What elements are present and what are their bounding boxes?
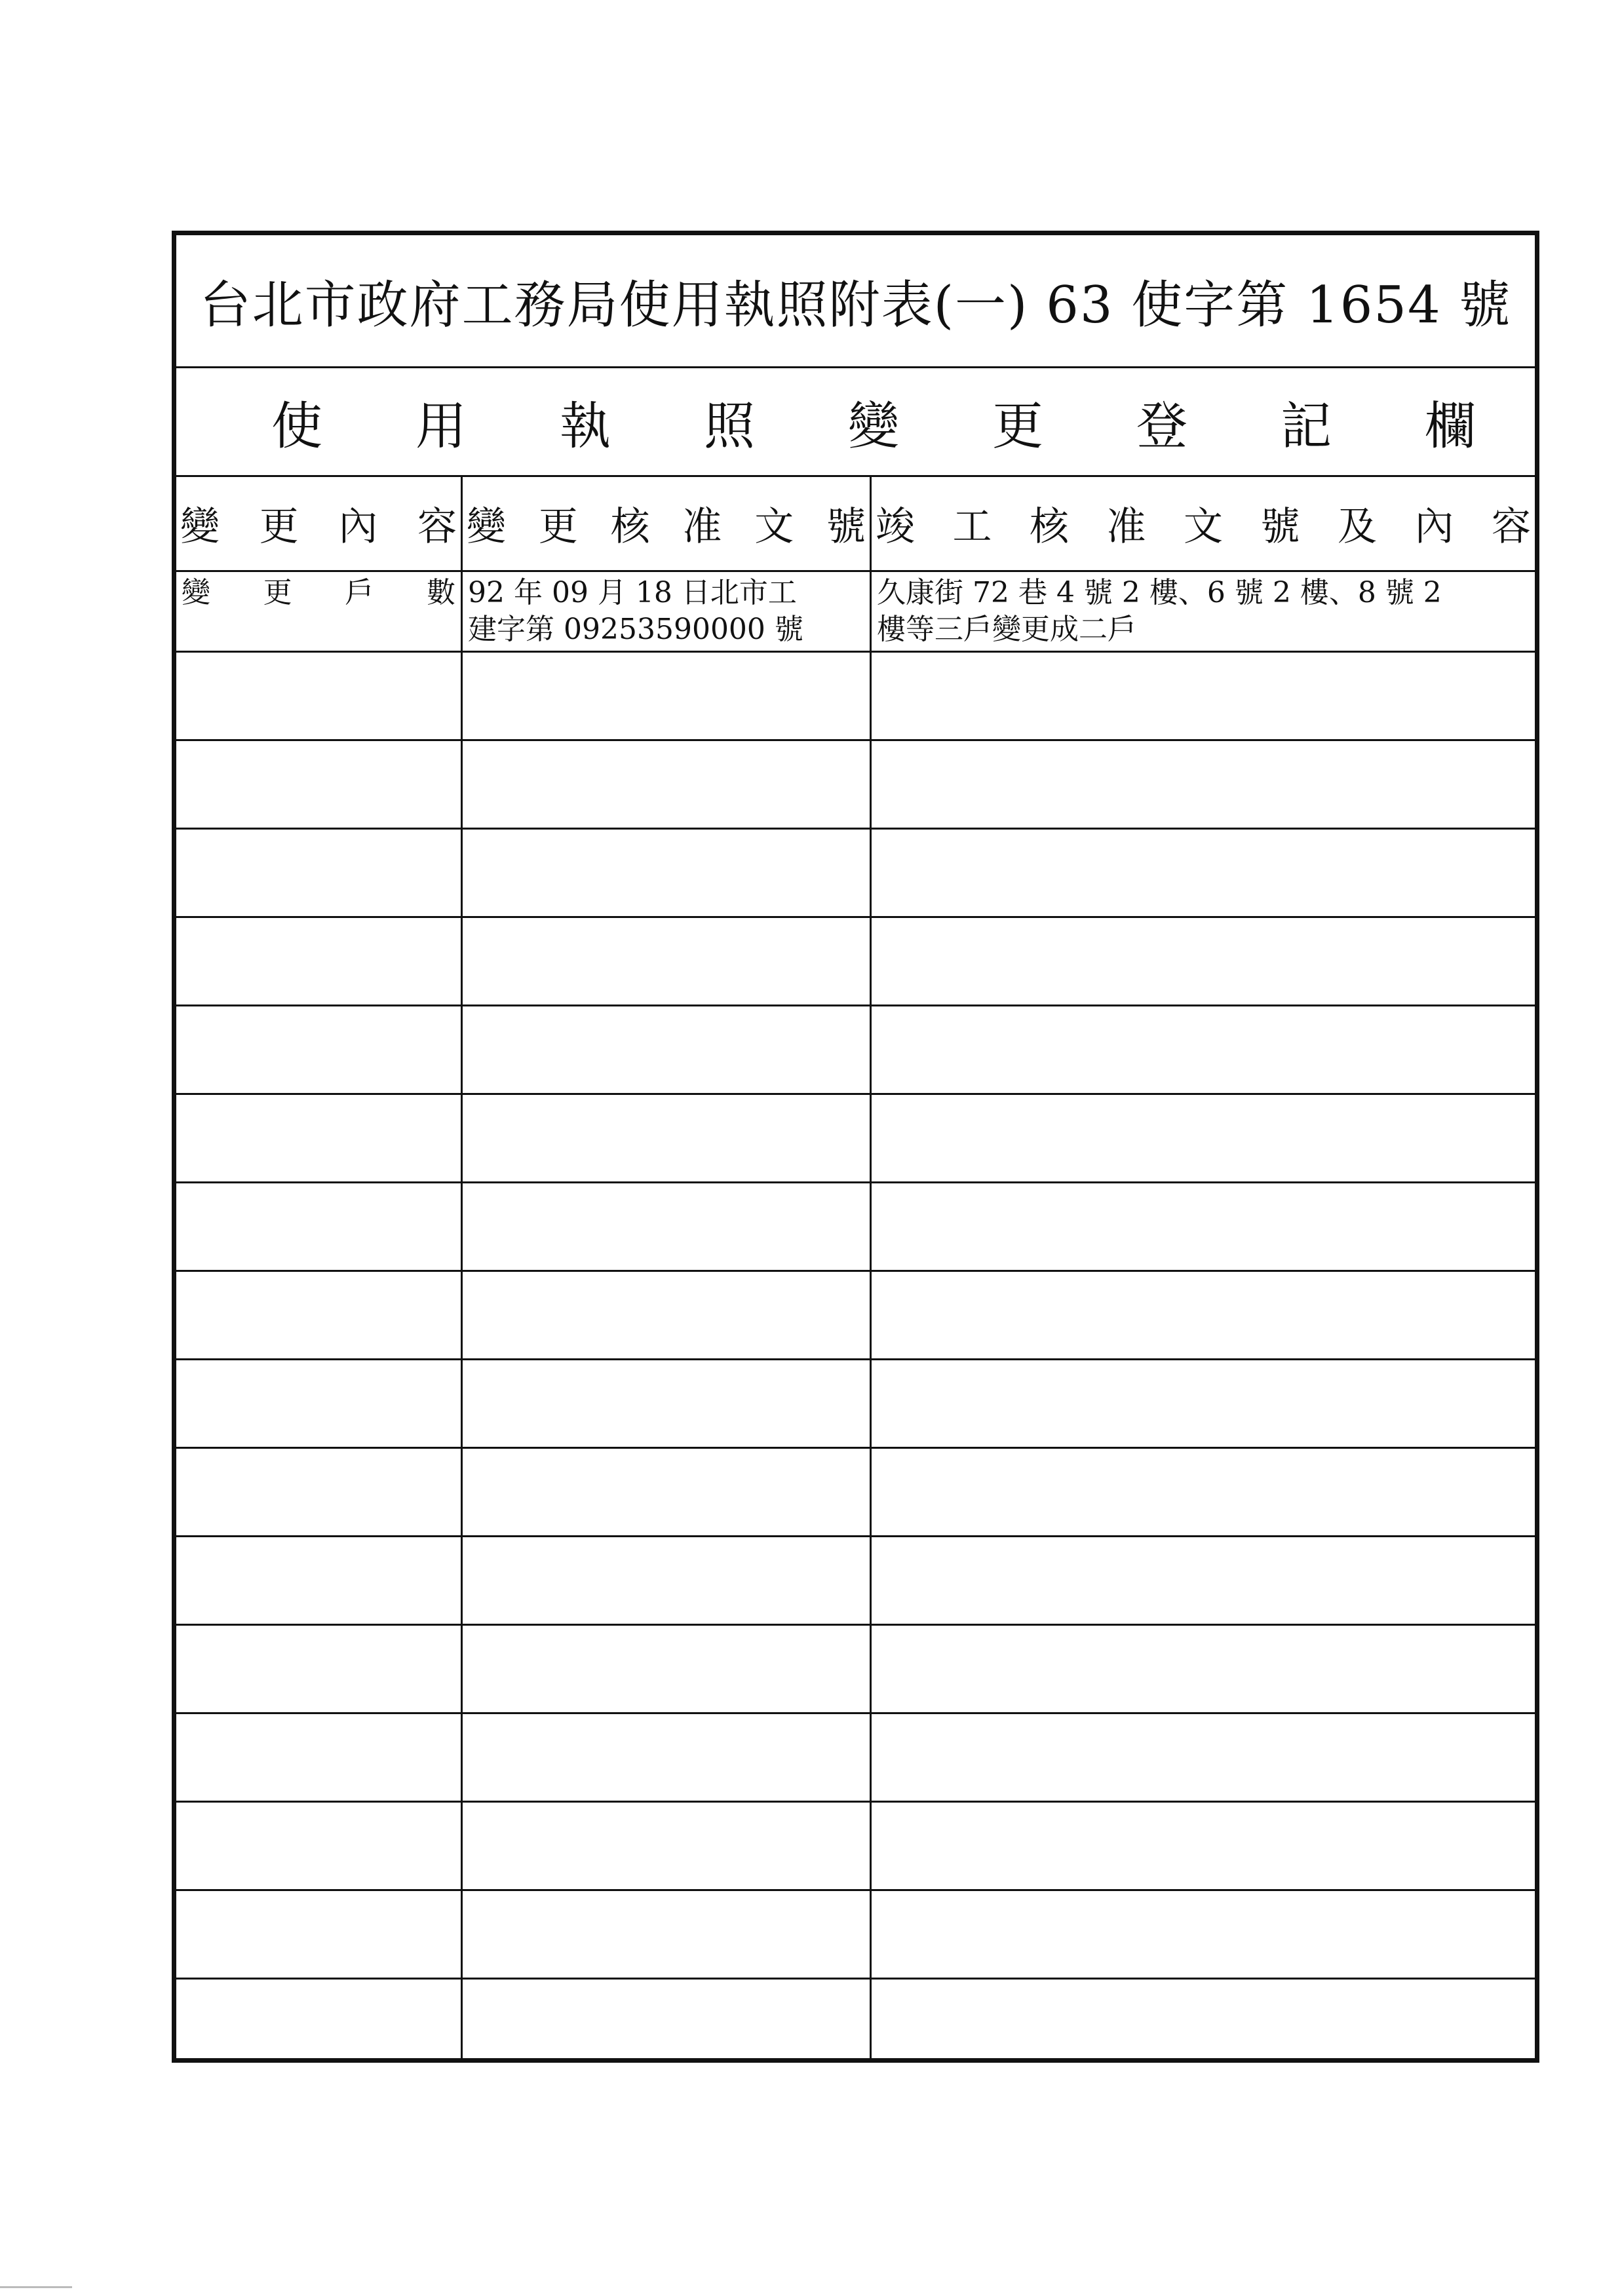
header-char: 工 bbox=[952, 504, 992, 550]
entry-char: 變 bbox=[182, 576, 210, 609]
row-divider bbox=[176, 916, 1535, 918]
row-divider bbox=[176, 828, 1535, 830]
header-char: 容 bbox=[1492, 504, 1531, 550]
entry-char: 更 bbox=[263, 576, 292, 609]
header-char: 號 bbox=[1260, 504, 1300, 550]
header-char: 更 bbox=[259, 504, 299, 550]
row-divider bbox=[176, 1270, 1535, 1272]
row-divider bbox=[176, 739, 1535, 741]
section-title-char: 更 bbox=[992, 396, 1044, 456]
entry-char: 數 bbox=[426, 576, 455, 609]
section-title-char: 欄 bbox=[1424, 396, 1476, 456]
row-divider bbox=[176, 1624, 1535, 1626]
header-char: 准 bbox=[682, 504, 722, 550]
row-divider bbox=[176, 1535, 1535, 1537]
header-change-content bbox=[176, 477, 461, 570]
header-char: 內 bbox=[338, 504, 378, 550]
form-title: 台北市政府工務局使用執照附表(一) 63 使字第 1654 號 bbox=[199, 276, 1512, 335]
header-char: 核 bbox=[610, 504, 650, 550]
entry-change-content bbox=[176, 572, 461, 651]
change-record-table bbox=[176, 477, 1535, 2058]
usage-permit-form bbox=[172, 231, 1539, 2063]
section-title-row bbox=[176, 368, 1535, 477]
column-divider bbox=[870, 477, 872, 2058]
scan-edge-mark bbox=[0, 2286, 72, 2288]
section-title-char: 用 bbox=[415, 396, 467, 456]
row-divider bbox=[176, 1447, 1535, 1449]
header-char: 更 bbox=[538, 504, 578, 550]
section-title-char: 照 bbox=[703, 396, 756, 456]
section-title-char: 使 bbox=[271, 396, 323, 456]
row-divider bbox=[176, 1978, 1535, 1980]
row-divider bbox=[176, 1093, 1535, 1095]
row-divider bbox=[176, 1712, 1535, 1714]
header-char: 變 bbox=[467, 504, 506, 550]
header-completion-approval bbox=[872, 477, 1535, 570]
header-char: 文 bbox=[754, 504, 794, 550]
row-divider bbox=[176, 1889, 1535, 1891]
section-title-char: 執 bbox=[559, 396, 611, 456]
section-title-char: 登 bbox=[1136, 396, 1188, 456]
header-char: 容 bbox=[417, 504, 457, 550]
header-char: 變 bbox=[180, 504, 220, 550]
entry-completion-line: 久康街 72 巷 4 號 2 樓、6 號 2 樓、8 號 2 bbox=[877, 576, 1442, 609]
header-char: 文 bbox=[1184, 504, 1223, 550]
header-char: 准 bbox=[1106, 504, 1146, 550]
section-title-char: 變 bbox=[847, 396, 900, 456]
header-char: 竣 bbox=[876, 504, 915, 550]
entry-approval-line: 建字第 09253590000 號 bbox=[468, 613, 803, 646]
row-divider bbox=[176, 1801, 1535, 1803]
section-title-char: 記 bbox=[1280, 396, 1332, 456]
row-divider bbox=[176, 651, 1535, 653]
entry-approval-line: 92 年 09 月 18 日北市工 bbox=[468, 576, 797, 609]
header-change-approval-number bbox=[463, 477, 870, 570]
header-char: 內 bbox=[1414, 504, 1454, 550]
header-char: 及 bbox=[1338, 504, 1377, 550]
form-title-row bbox=[176, 235, 1535, 368]
entry-completion-content bbox=[872, 572, 1535, 651]
row-divider bbox=[176, 1181, 1535, 1183]
entry-char: 戶 bbox=[345, 576, 374, 609]
entry-approval-number bbox=[463, 572, 870, 651]
row-divider bbox=[176, 1358, 1535, 1360]
column-divider bbox=[461, 477, 463, 2058]
row-divider bbox=[176, 1004, 1535, 1006]
entry-completion-line: 樓等三戶變更成二戶 bbox=[877, 613, 1136, 646]
header-char: 核 bbox=[1030, 504, 1069, 550]
header-char: 號 bbox=[826, 504, 866, 550]
